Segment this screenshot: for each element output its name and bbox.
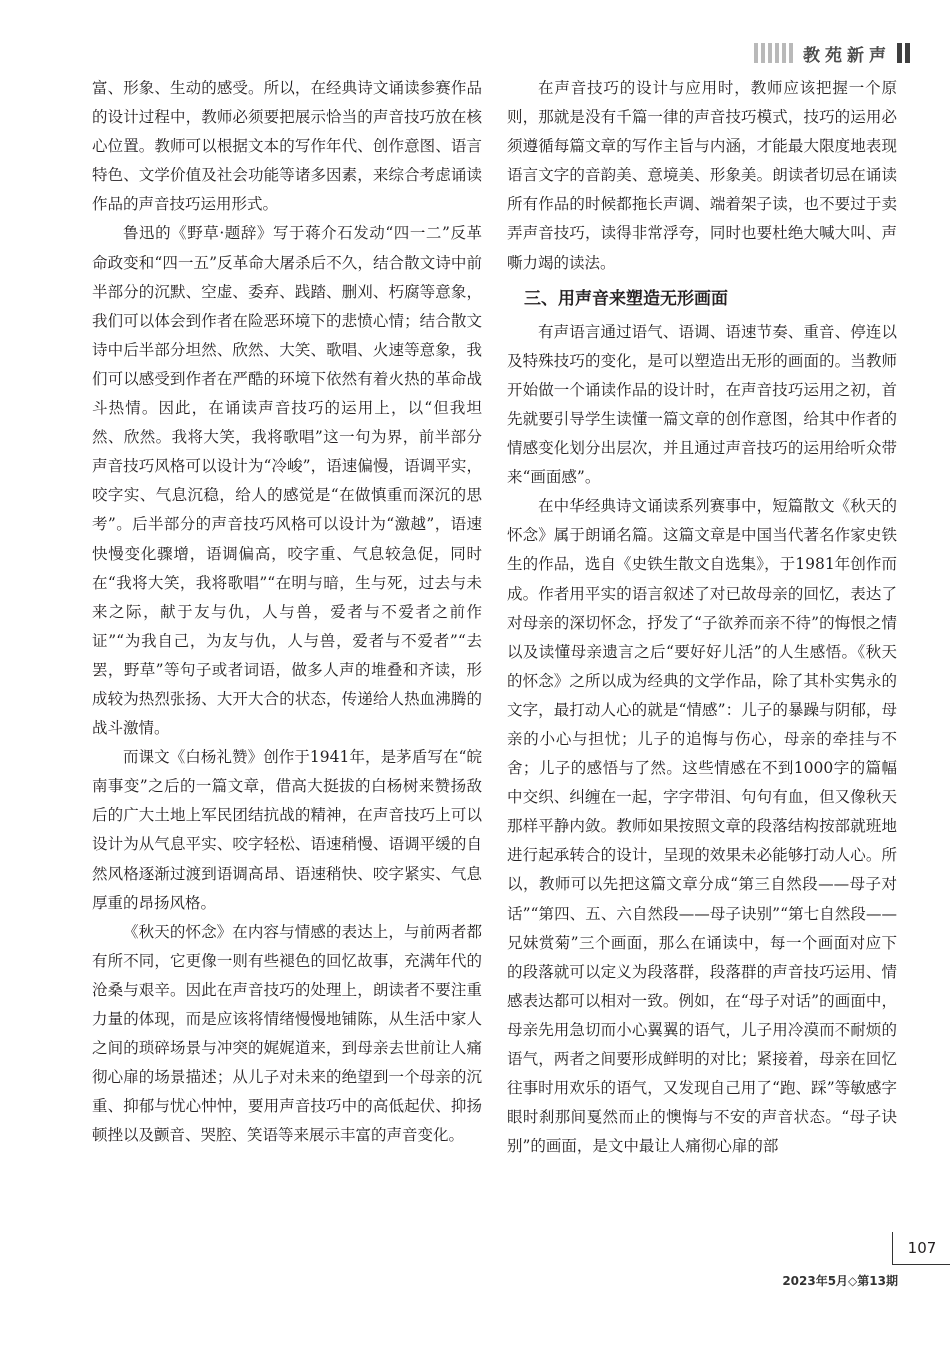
header-decoration-left — [754, 43, 793, 63]
section-header — [754, 40, 910, 66]
paragraph: 富、形象、生动的感受。所以，在经典诗文诵读参赛作品的设计过程中，教师必须要把展示恰当的声音技巧放在核心位置。教师可以根据文本的写作年代、创作意图、语言特色、文学价值及社会功能等诸多因素，来综合考虑诵读作品的声音技巧运用形式。 — [92, 79, 482, 214]
paragraph: 而课文《白杨礼赞》创作于1941年，是茅盾写在“皖南事变”之后的一篇文章，借高大挺拔的白杨树来赞扬敌后的广大土地上军民团结抗战的精神，在声音技巧上可以设计为从气息平实、咬字轻松、语速稍慢、语调平缓的自然风格逐渐过渡到语调高昂、语速稍快、咬字紧实、气息厚重的昂扬风格。 — [92, 748, 482, 912]
section-title: 教苑新声 — [803, 45, 891, 66]
paragraph: 在中华经典诗文诵读系列赛事中，短篇散文《秋天的怀念》属于朗诵名篇。这篇文章是中国当代著名作家史铁生的作品，选自《史铁生散文自选集》，于1981年创作而成。作者用平实的语言叙述了对已故母亲的回忆，表达了对母亲的深切怀念，抒发了“子欲养而亲不待”的悔恨之情以及读懂母亲遗言之后“要好好儿活”的人生感悟。《秋天的怀念》之所以成为经典的文学作品，除了其朴实隽永的文字，最打动人心的就是“情感”：儿子的暴躁与阴郁，母亲的小心与担忧；儿子的追悔与伤心，母亲的牵挂与不舍；儿子的感悟与了然。这些情感在不到1000字的篇幅中交织、纠缠在一起，字字带泪、句句有血，但又像秋天那样平静内敛。教师如果按照文章的段落结构按部就班地进行起承转合的设计，呈现的效果未必能够打动人心。所以，教师可以先把这篇文章分成“第三自然段——母子对话”“第四、五、六自然段——母子诀别”“第七自然段——兄妹赏菊”三个画面，那么在诵读中，每一个画面对应下的段落就可以定义为段落群，段落群的声音技巧运用、情感表达都可以相对一致。例如，在“母子对话”的画面中，母亲先用急切而小心翼翼的语气，儿子用冷漠而不耐烦的语气，两者之间要形成鲜明的对比；紧接着，母亲在回忆往事时用欢乐的语气，又发现自己用了“跑、踩”等敏感字眼时刹那间戛然而止的懊悔与不安的声音状态。“母子诀别”的画面，是文中最让人痛彻心扉的部 — [507, 497, 897, 1156]
paragraph: 有声语言通过语气、语调、语速节奏、重音、停连以及特殊技巧的变化，是可以塑造出无形的画面的。当教师开始做一个诵读作品的设计时，在声音技巧运用之初，首先就要引导学生读懂一篇文章的创作意图，给其中作者的情感变化划分出层次，并且通过声音技巧的运用给听众带来“画面感”。 — [507, 322, 897, 487]
section-heading: 三、用声音来塑造无形画面 — [524, 288, 728, 309]
page-number: 107 — [892, 1232, 950, 1265]
paragraph: 鲁迅的《野草·题辞》写于蒋介石发动“四一二”反革命政变和“四一五”反革命大屠杀后不久，结合散文诗中前半部分的沉默、空虚、委弃、践踏、删刈、朽腐等意象，我们可以体会到作者在险恶环境下的悲愤心情；结合散文诗中后半部分坦然、欣然、大笑、歌唱、火速等意象，我们可以感受到作者在严酷的环境下依然有着火热的革命战斗热情。因此，在诵读声音技巧的运用上，以“但我坦然、欣然。我将大笑，我将歌唱”这一句为界，前半部分声音技巧风格可以设计为“冷峻”，语速偏慢，语调平实，咬字实、气息沉稳，给人的感觉是“在做慎重而深沉的思考”。后半部分的声音技巧风格可以设计为“激越”，语速快慢变化骤增，语调偏高，咬字重、气息较急促，同时在“我将大笑，我将歌唱”“在明与暗，生与死，过去与未来之际，献于友与仇，人与兽，爱者与不爱者之前作证”“为我自己，为友与仇，人与兽，爱者与不爱者”“去罢，野草”等句子或者词语，做多人声的堆叠和齐读，形成较为热烈张扬、大开大合的状态，传递给人热血沸腾的战斗激情。 — [92, 224, 482, 738]
issue-info: 2023年5月◇第13期 — [782, 1274, 898, 1288]
header-decoration-right — [897, 43, 910, 63]
paragraph: 《秋天的怀念》在内容与情感的表达上，与前两者都有所不同，它更像一则有些褪色的回忆故事，充满年代的沧桑与艰辛。因此在声音技巧的处理上，朗读者不要注重力量的体现，而是应该将情绪慢慢地铺陈，从生活中家人之间的琐碎场景与冲突的娓娓道来，到母亲去世前让人痛彻心扉的场景描述；从儿子对未来的绝望到一个母亲的沉重、抑郁与忧心忡忡，要用声音技巧中的高低起伏、抑扬顿挫以及颤音、哭腔、笑语等来展示丰富的声音变化。 — [92, 922, 482, 1145]
left-column — [92, 74, 482, 1150]
paragraph: 在声音技巧的设计与应用时，教师应该把握一个原则，那就是没有千篇一律的声音技巧模式，技巧的运用必须遵循每篇文章的写作主旨与内涵，才能最大限度地表现语言文字的音韵美、意境美、形象美。朗读者切忌在诵读所有作品的时候都拖长声调、端着架子读，也不要过于卖弄声音技巧，读得非常浮夸，同时也要杜绝大喊大叫、声嘶力竭的读法。 — [507, 79, 897, 272]
right-column — [507, 74, 897, 1161]
